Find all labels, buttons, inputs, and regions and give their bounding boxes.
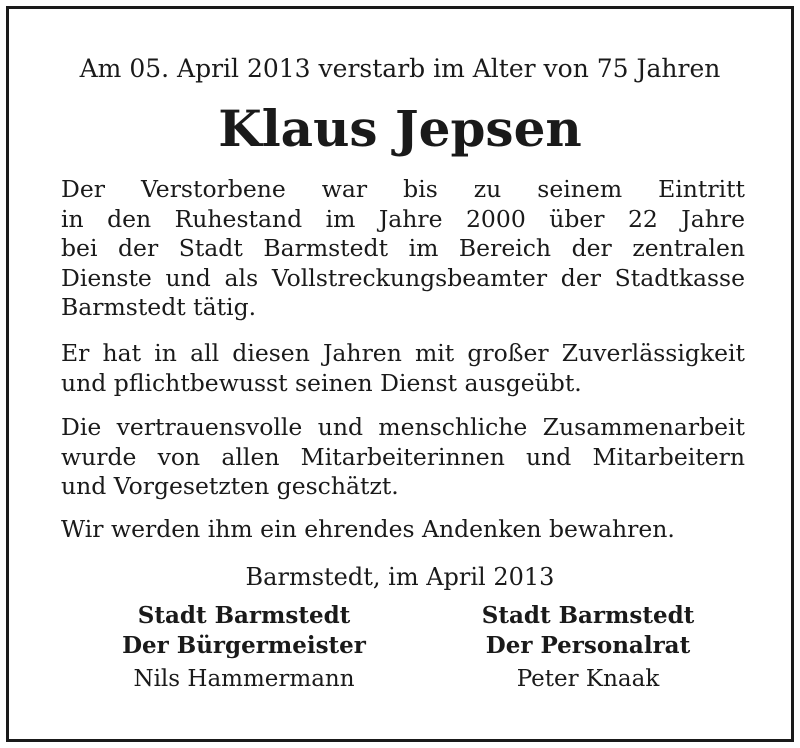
paragraph-cooperation [61, 413, 745, 502]
paragraph-line: Wir werden ihm ein ehrendes Andenken bewahren. [61, 515, 675, 543]
paragraph-line: wurde von allen Mitarbeiterinnen und Mitarbeitern [61, 442, 745, 471]
death-announcement-line: Am 05. April 2013 verstarb im Alter von 75 Jahren [79, 54, 721, 83]
paragraph-line: Dienste und als Vollstreckungsbeamter der Stadtkasse [61, 263, 745, 292]
signatory-organization: Stadt Barmstedt [481, 602, 695, 629]
paragraph-line: Die vertrauensvolle und menschliche Zusammenarbeit [61, 413, 745, 441]
signatory-staff-council [423, 601, 753, 694]
signatory-mayor [79, 601, 409, 694]
paragraph-line: in den Ruhestand im Jahre 2000 über 22 Jahre [61, 204, 745, 233]
signatory-name: Nils Hammermann [133, 666, 355, 692]
signatory-organization: Stadt Barmstedt [137, 602, 351, 629]
paragraph-line: Er hat in all diesen Jahren mit großer Zuverlässigkeit [61, 339, 745, 367]
paragraph-line: Der Verstorbene war bis zu seinem Eintritt [61, 175, 745, 203]
place-and-date: Barmstedt, im April 2013 [245, 563, 555, 591]
paragraph-remembrance [61, 515, 745, 545]
signatory-role: Der Bürgermeister [122, 632, 366, 659]
paragraph-line: und pflichtbewusst seinen Dienst ausgeübt. [61, 368, 582, 397]
signatory-role: Der Personalrat [485, 632, 691, 659]
paragraph-line: Barmstedt tätig. [61, 293, 257, 321]
paragraph-line: und Vorgesetzten geschätzt. [61, 472, 399, 500]
deceased-name: Klaus Jepsen [218, 99, 582, 158]
paragraph-career [61, 175, 745, 323]
obituary-notice [6, 6, 794, 742]
paragraph-reliability [61, 339, 745, 398]
paragraph-line: bei der Stadt Barmstedt im Bereich der zentralen [61, 234, 745, 262]
signatory-name: Peter Knaak [516, 666, 660, 692]
